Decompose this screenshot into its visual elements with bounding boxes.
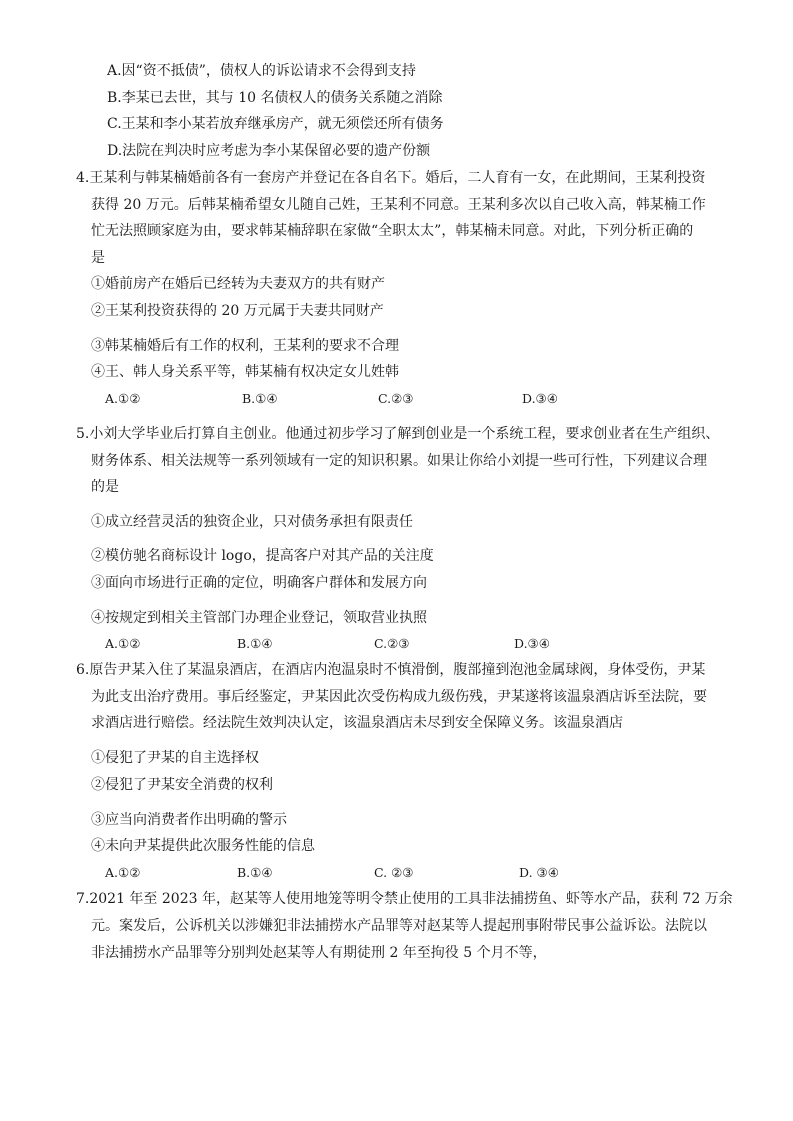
q5-statement-4: ④按规定到相关主管部门办理企业登记，领取营业执照 <box>91 610 427 626</box>
q6-choice-c: C. ②③ <box>374 865 414 880</box>
q4-stem-line: 忙无法照顾家庭为由，要求韩某楠辞职在家做“全职太太”，韩某楠未同意。对此，下列分析正确的 <box>91 223 694 239</box>
q3-option-d: D.法院在判决时应考虑为李小某保留必要的遗产份额 <box>107 143 431 159</box>
q5-statement-3: ③面向市场进行正确的定位，明确客户群体和发展方向 <box>91 575 427 591</box>
q6-statement-3: ③应当向消费者作出明确的警示 <box>91 812 287 828</box>
q4-statement-3: ③韩某楠婚后有工作的权利，王某利的要求不合理 <box>91 338 399 354</box>
q5-choice-b: B.①④ <box>237 636 273 651</box>
q6-choice-d: D. ③④ <box>519 865 559 880</box>
q4-choice-c: C.②③ <box>378 391 414 406</box>
q6-statement-2: ②侵犯了尹某安全消费的权利 <box>91 777 273 793</box>
q5-choice-d: D.③④ <box>514 636 550 651</box>
q5-stem-line: 5.小刘大学毕业后打算自主创业。他通过初步学习了解到创业是一个系统工程，要求创业者在生产组织、 <box>76 426 720 442</box>
q7-stem-line: 7.2021 年至 2023 年，赵某等人使用地笼等明令禁止使用的工具非法捕捞鱼、虾等水产品，获利 72 万余 <box>76 891 733 907</box>
q4-statement-2: ②王某利投资获得的 20 万元属于夫妻共同财产 <box>91 303 384 319</box>
q4-stem-line: 获得 20 万元。后韩某楠希望女儿随自己姓，王某利不同意。王某利多次以自己收入高，韩某楠工作 <box>91 197 706 213</box>
q5-statement-1: ①成立经营灵活的独资企业，只对债务承担有限责任 <box>91 514 413 530</box>
q4-choice-b: B.①④ <box>242 391 278 406</box>
q5-choice-a: A.①② <box>105 636 141 651</box>
q6-stem-line: 求酒店进行赔偿。经法院生效判决认定，该温泉酒店未尽到安全保障义务。该温泉酒店 <box>91 715 623 731</box>
q6-stem-line: 6.原告尹某入住了某温泉酒店，在酒店内泡温泉时不慎滑倒，腹部撞到泡池金属球阀，身体受伤，尹某 <box>76 662 706 678</box>
q3-option-c: C.王某和李小某若放弃继承房产，就无须偿还所有债务 <box>107 116 444 132</box>
q6-statement-1: ①侵犯了尹某的自主选择权 <box>91 750 259 766</box>
q5-choice-c: C.②③ <box>374 636 410 651</box>
q4-choice-d: D.③④ <box>522 391 558 406</box>
q3-option-a: A.因“资不抵债”，债权人的诉讼请求不会得到支持 <box>107 63 416 79</box>
q7-stem-line: 元。案发后，公诉机关以涉嫌犯非法捕捞水产品罪等对赵某等人提起刑事附带民事公益诉讼。法院以 <box>91 918 707 934</box>
q5-stem-line: 的是 <box>91 479 119 495</box>
q6-choice-b: B.①④ <box>237 865 273 880</box>
q4-stem-line: 4.王某利与韩某楠婚前各有一套房产并登记在各自名下。婚后，二人育有一女，在此期间，王某利投资 <box>76 170 706 186</box>
q4-statement-4: ④王、韩人身关系平等，韩某楠有权决定女儿姓韩 <box>91 364 399 380</box>
q3-option-b: B.李某已去世，其与 10 名债权人的债务关系随之消除 <box>107 90 443 106</box>
q5-statement-2: ②模仿驰名商标设计 logo，提高客户对其产品的关注度 <box>91 548 434 564</box>
q6-stem-line: 为此支出治疗费用。事后经鉴定，尹某因此次受伤构成九级伤残，尹某遂将该温泉酒店诉至法院，要 <box>91 689 707 705</box>
q4-choice-a: A.①② <box>105 391 141 406</box>
q6-statement-4: ④未向尹某提供此次服务性能的信息 <box>91 838 315 854</box>
q7-stem-line: 非法捕捞水产品罪等分别判处赵某等人有期徒刑 2 年至拘役 5 个月不等， <box>91 945 547 961</box>
q4-statement-1: ①婚前房产在婚后已经转为夫妻双方的共有财产 <box>91 276 385 292</box>
q6-choice-a: A.①② <box>105 865 141 880</box>
q5-stem-line: 财务体系、相关法规等一系列领域有一定的知识积累。如果让你给小刘提一些可行性，下列建议合理 <box>91 453 707 469</box>
q4-stem-line: 是 <box>91 250 105 266</box>
